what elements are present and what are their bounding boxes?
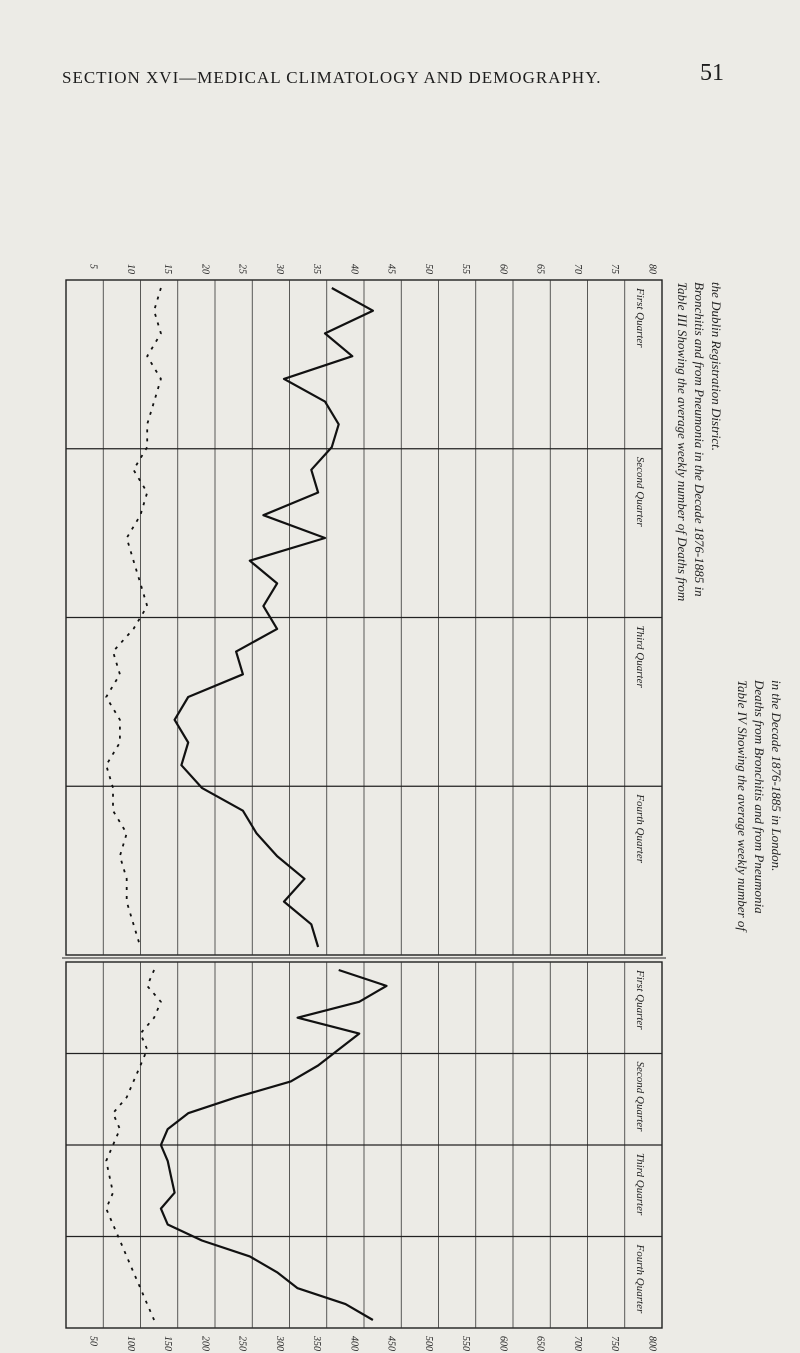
series-layer — [106, 288, 386, 1320]
top-tick-label: 65 — [534, 264, 546, 274]
bottom-tick-label: 200 — [199, 1336, 211, 1351]
bottom-scale-ticks — [88, 1335, 658, 1351]
quarter-label: Second Quarter — [634, 456, 646, 527]
bottom-tick-label: 100 — [124, 1336, 136, 1351]
top-tick-label: 55 — [460, 264, 472, 274]
bottom-tick-label: 500 — [422, 1336, 434, 1351]
top-tick-label: 10 — [124, 264, 136, 274]
table-4-caption-line: in the Decade 1876-1885 in London. — [769, 680, 784, 872]
chart-grid — [62, 280, 666, 1328]
quarter-labels — [634, 287, 646, 1314]
table-3-caption-line: Table III Showing the average weekly number of Deaths from — [675, 282, 690, 602]
captions — [675, 282, 784, 933]
bottom-tick-label: 800 — [646, 1336, 658, 1351]
table-4-caption-line: Deaths from Bronchitis and from Pneumonia — [752, 680, 767, 914]
bottom-tick-label: 450 — [385, 1336, 397, 1351]
bottom-tick-label: 50 — [87, 1336, 99, 1346]
top-tick-label: 15 — [162, 264, 174, 274]
bottom-tick-label: 300 — [273, 1336, 285, 1351]
page-number: 51 — [700, 60, 724, 86]
top-tick-label: 80 — [646, 264, 658, 274]
bottom-tick-label: 600 — [497, 1336, 509, 1351]
bottom-tick-label: 750 — [609, 1336, 621, 1351]
table-3-caption-line: Bronchitis and from Pneumonia in the Decade 1876-1885 in — [692, 282, 707, 597]
top-tick-label: 30 — [273, 264, 285, 274]
bottom-tick-label: 350 — [311, 1336, 323, 1351]
top-tick-label: 5 — [87, 264, 99, 269]
quarter-label: Fourth Quarter — [634, 1244, 646, 1314]
top-tick-label: 45 — [385, 264, 397, 274]
top-scale-ticks — [88, 263, 658, 274]
table-4-caption-line: Table IV Showing the average weekly number of — [735, 680, 750, 931]
top-tick-label: 40 — [348, 264, 360, 274]
quarter-label: Fourth Quarter — [634, 794, 646, 863]
bottom-tick-label: 400 — [348, 1336, 360, 1351]
top-tick-label: 35 — [311, 264, 323, 274]
section-title: SECTION XVI—MEDICAL CLIMATOLOGY AND DEMOGRAPHY. — [62, 68, 602, 87]
bottom-tick-label: 150 — [162, 1336, 174, 1351]
bottom-tick-label: 650 — [534, 1336, 546, 1351]
quarter-label: First Quarter — [634, 288, 646, 348]
top-tick-label: 75 — [609, 264, 621, 274]
quarter-label: Third Quarter — [634, 625, 646, 688]
top-tick-label: 20 — [199, 264, 211, 274]
top-tick-label: 25 — [236, 264, 248, 274]
top-tick-label: 50 — [422, 264, 434, 274]
bottom-tick-label: 550 — [460, 1336, 472, 1351]
bottom-tick-label: 250 — [236, 1336, 248, 1351]
quarter-label: Third Quarter — [634, 1153, 646, 1216]
top-tick-label: 60 — [497, 264, 509, 274]
bottom-tick-label: 700 — [571, 1336, 583, 1351]
quarter-label: Second Quarter — [634, 1061, 646, 1132]
top-tick-label: 70 — [571, 264, 583, 274]
table-3-caption-line: the Dublin Registration District. — [709, 282, 724, 451]
quarter-label: First Quarter — [634, 970, 646, 1030]
